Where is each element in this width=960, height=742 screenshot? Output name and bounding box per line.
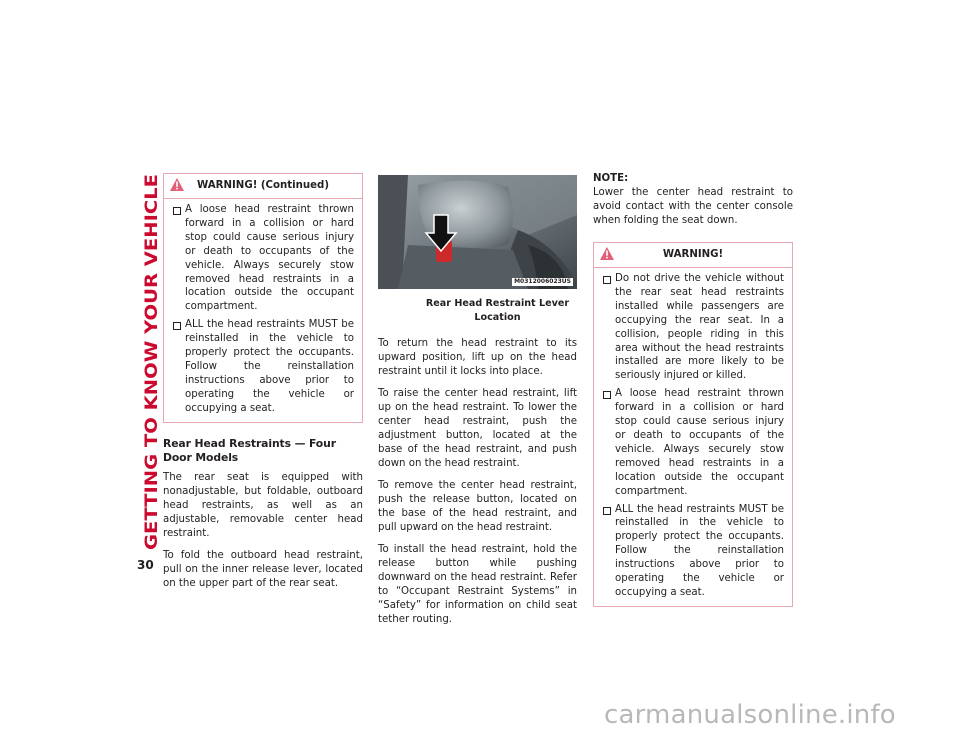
- note-label: NOTE:: [593, 173, 629, 184]
- warning-continued-box: [163, 173, 363, 423]
- warning-continued-title: WARNING! (Continued): [196, 180, 329, 191]
- watermark: carmanualsonline.info: [604, 700, 896, 730]
- checkbox-bullet-icon: [603, 507, 611, 515]
- warning-item: Do not drive the vehicle without the rear seat head restraints installed while passengers are occupying the rear seat. In a collision, people riding in this area without the head restraints installed are more likely to be seriously injured or killed.: [603, 272, 784, 383]
- checkbox-bullet-icon: [603, 276, 611, 284]
- side-tab-text: GETTING TO KNOW YOUR VEHICLE: [142, 219, 162, 550]
- checkbox-bullet-icon: [603, 391, 611, 399]
- middle-column: [378, 175, 577, 635]
- warning-item: A loose head restraint thrown forward in a collision or hard stop could cause serious injury or death to occupants of the vehicle. Always securely stow removed head restraints in a location outside the occupant compartment.: [173, 203, 354, 314]
- side-tab: [138, 172, 164, 552]
- right-column: [593, 172, 793, 607]
- checkbox-bullet-icon: [173, 322, 181, 330]
- paragraph: The rear seat is equipped with nonadjustable, but foldable, outboard head restraints, as well as an adjustable, removable center head restraint.: [163, 471, 363, 539]
- warning-item: A loose head restraint thrown forward in a collision or hard stop could cause serious injury or death to occupants of the vehicle. Always securely stow removed head restraints in a location outside the occupant compartment.: [603, 387, 784, 498]
- warning-item: ALL the head restraints MUST be reinstalled in the vehicle to properly protect the occupants. Follow the reinstallation instructions above prior to operating the vehicle or occupying a seat.: [173, 318, 354, 415]
- warning-header: [594, 243, 792, 268]
- warning-item: ALL the head restraints MUST be reinstalled in the vehicle to properly protect the occupants. Follow the reinstallation instructions above prior to operating the vehicle or occupying a seat.: [603, 503, 784, 600]
- head-restraint-lever-photo: [378, 175, 577, 289]
- warning-triangle-icon: [600, 247, 614, 260]
- warning-continued-header: [164, 174, 362, 199]
- checkbox-bullet-icon: [173, 207, 181, 215]
- paragraph: To remove the center head restraint, push the release button, located on the base of the head restraint, and pull upward on the head restraint.: [378, 480, 577, 533]
- figure-code: M0312006023US: [514, 278, 571, 285]
- figure-caption: Rear Head Restraint Lever Location: [425, 298, 570, 323]
- section-title: Rear Head Restraints — Four Door Models: [163, 436, 336, 464]
- note-text: Lower the center head restraint to avoid contact with the center console when folding the seat down.: [593, 187, 793, 226]
- left-column: [163, 173, 363, 599]
- warning-title: WARNING!: [662, 249, 724, 260]
- warning-box: [593, 242, 793, 607]
- paragraph: To raise the center head restraint, lift up on the head restraint. To lower the center head restraint, push the adjustment button, located at the base of the head restraint, and push down on the head restraint.: [378, 388, 577, 469]
- paragraph: To fold the outboard head restraint, pull on the inner release lever, located on the upper part of the rear seat.: [163, 549, 363, 589]
- page-number: 30: [137, 558, 154, 572]
- paragraph: To install the head restraint, hold the release button while pushing downward on the head restraint. Refer to “Occupant Restraint Systems” in “Safety” for information on child seat tether routing.: [378, 544, 577, 625]
- warning-triangle-icon: [170, 178, 184, 191]
- paragraph: To return the head restraint to its upward position, lift up on the head restraint until it locks into place.: [378, 338, 577, 377]
